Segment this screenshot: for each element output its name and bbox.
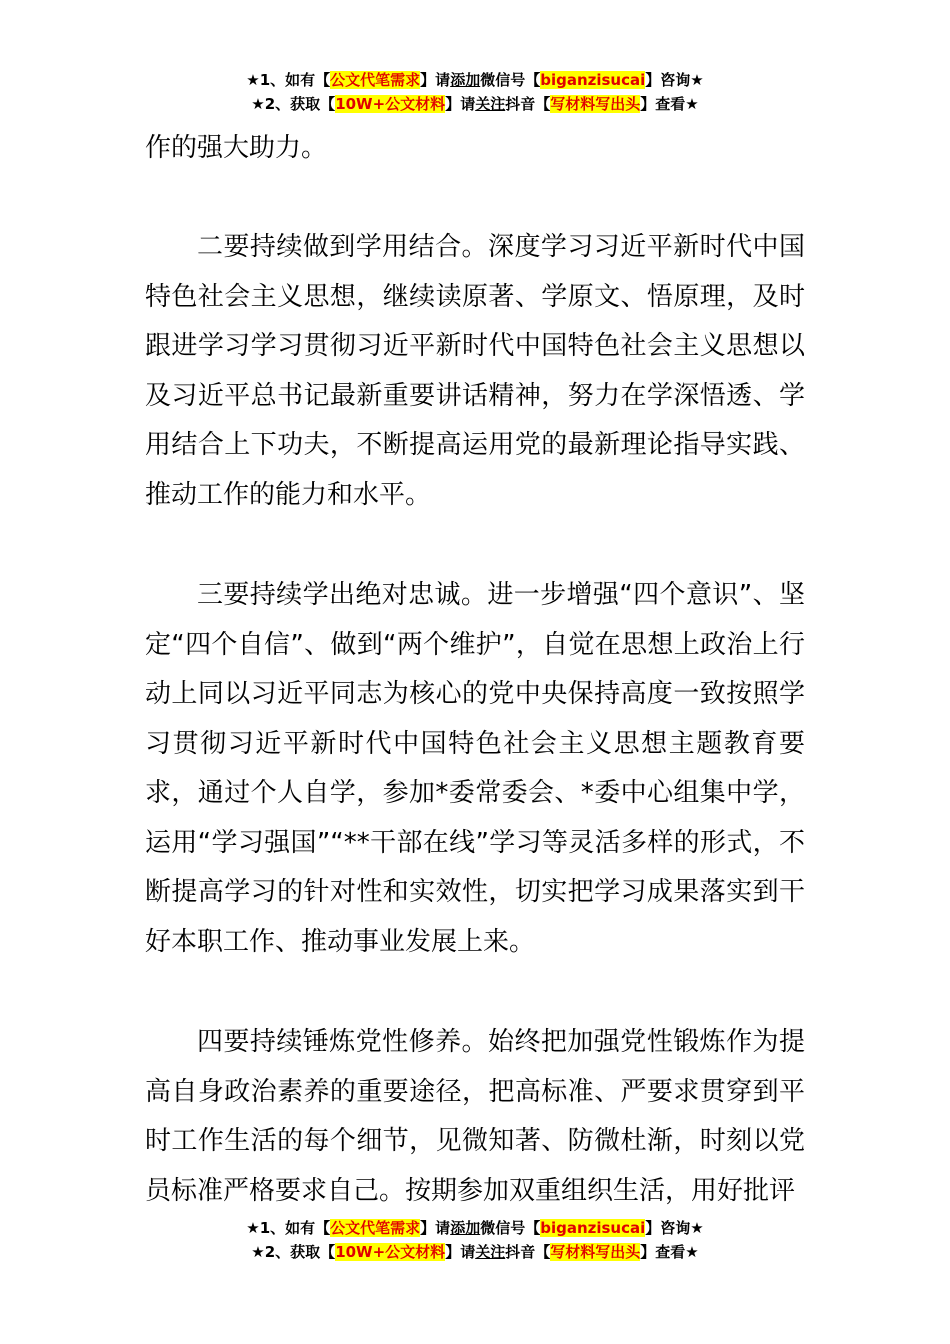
banner-highlight: 公文代笔需求: [330, 71, 421, 89]
banner-highlight: 写材料写出头: [550, 1243, 641, 1261]
footer-banner: [0, 1216, 950, 1264]
banner-highlight: 10W+公文材料: [335, 1243, 446, 1261]
paragraph-3: 三要持续学出绝对忠诚。进一步增强“四个意识”、坚定“四个自信”、做到“两个维护”，自觉在思想上政治上行动上同以习近平同志为核心的党中央保持高度一致按照学习贯彻习近平新时代中国特色社会主义思想主题教育要求，通过个人自学，参加*委常委会、*委中心组集中学，运用“学习强国”“**干部在线”学习等灵活多样的形式，不断提高学习的针对性和实效性，切实把学习成果落实到干好本职工作、推动事业发展上来。: [145, 580, 805, 957]
banner-highlight: biganzisucai: [540, 71, 646, 89]
paragraph-2: 二要持续做到学用结合。深度学习习近平新时代中国特色社会主义思想，继续读原著、学原文、悟原理，及时跟进学习学习贯彻习近平新时代中国特色社会主义思想以及习近平总书记最新重要讲话精神，努力在学深悟透、学用结合上下功夫，不断提高运用党的最新理论指导实践、推动工作的能力和水平。: [145, 232, 805, 510]
banner-highlight: 公文代笔需求: [330, 1219, 421, 1237]
banner-line-1: ★1、如有【公文代笔需求】请添加微信号【biganzisucai】咨询★: [246, 71, 704, 89]
paragraph-4: 四要持续锤炼党性修养。始终把加强党性锻炼作为提高自身政治素养的重要途径，把高标准、严要求贯穿到平时工作生活的每个细节，见微知著、防微杜渐，时刻以党员标准严格要求自己。按期参加双重组织生活，用好批评: [145, 1027, 805, 1206]
banner-highlight: biganzisucai: [540, 1219, 646, 1237]
paragraph-continuation: 作的强大助力。: [145, 133, 328, 163]
banner-line-1: ★1、如有【公文代笔需求】请添加微信号【biganzisucai】咨询★: [246, 1219, 704, 1237]
banner-highlight: 10W+公文材料: [335, 95, 446, 113]
banner-highlight: 写材料写出头: [550, 95, 641, 113]
banner-line-2: ★2、获取【10W+公文材料】请关注抖音【写材料写出头】查看★: [251, 1243, 699, 1261]
header-banner: [0, 68, 950, 116]
banner-line-2: ★2、获取【10W+公文材料】请关注抖音【写材料写出头】查看★: [251, 95, 699, 113]
